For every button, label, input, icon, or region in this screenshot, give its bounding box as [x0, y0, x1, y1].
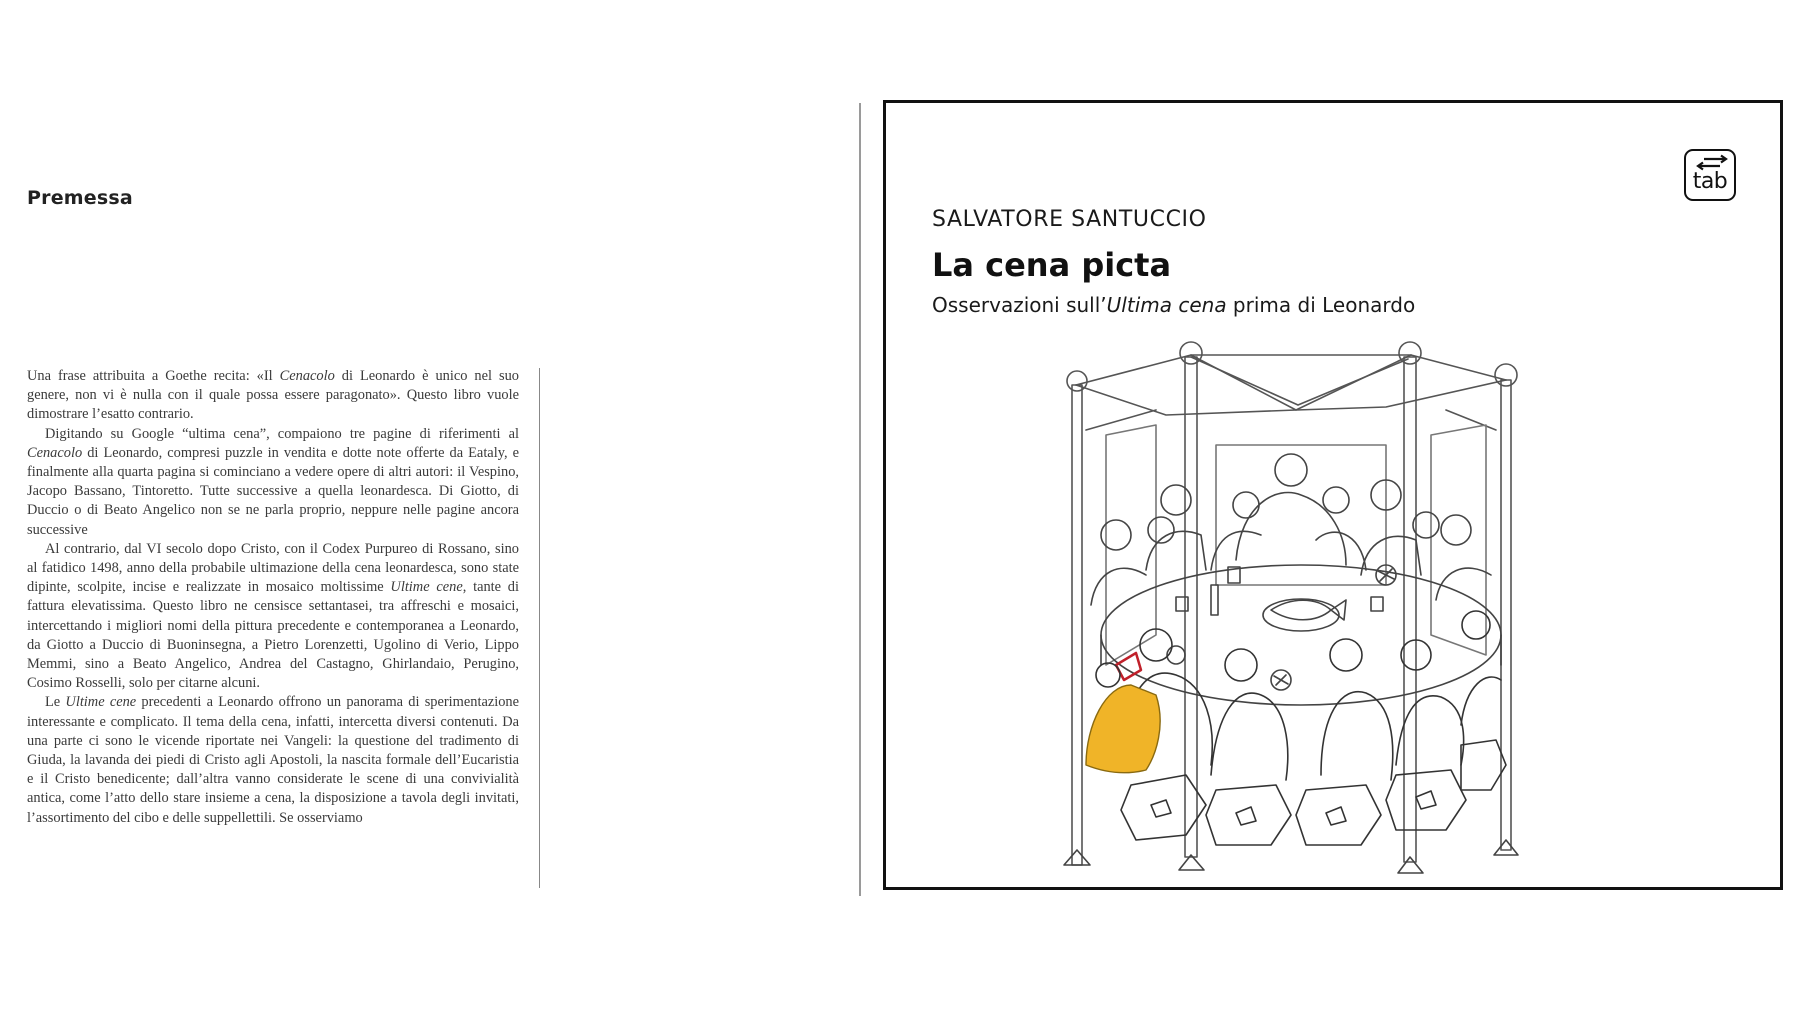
- italic-title-run: Cenacolo: [279, 368, 335, 384]
- text-run: Al contrario, dal VI secolo dopo Cristo, con il Codex Purpureo di Rossano, sino al fatidico 1498, anno della probabile ultimazione della cena leonardesca, sono state dipinte, scolpite, incise e realizzate in mosaico moltissime: [27, 540, 519, 596]
- body-paragraph: [27, 540, 519, 694]
- text-run: Le: [45, 694, 66, 711]
- last-supper-sketch-illustration: [1046, 335, 1606, 885]
- text-run: di Leonardo, compresi puzzle in vendita e dotte note offerte da Eataly, e finalmente alla quarta pagina si cominciano a vedere opere di altri autori: il Vespino, Jacopo Bassano, Tintoretto. Tutte successive a quella leonardesca. Di Giotto, di Duccio o di Beato Angelico non se ne parla proprio, neppure nelle pagine ancora successive: [27, 444, 519, 538]
- cover-author: SALVATORE SANTUCCIO: [932, 207, 1207, 232]
- book-cover: [883, 100, 1783, 890]
- cover-title: La cena picta: [932, 246, 1172, 284]
- italic-title-run: Cenacolo: [27, 444, 83, 461]
- text-margin-rule: [539, 368, 540, 888]
- text-run: , tante di fattura elevatissima. Questo libro ne censisce settantasei, tra affreschi e mosaici, intercettando i migliori nomi della pittura precedente e contemporanea a Leonardo, da Giotto a Duccio di Buoninsegna, a Pietro Lorenzetti, Ugolino di Verio, Lippo Memmi, sino a Beato Angelico, Andrea del Castagno, Ghirlandaio, Perugino, Cosimo Rosselli, solo per citarne alcuni.: [27, 579, 520, 692]
- text-run: Osservazioni sull’: [932, 293, 1107, 317]
- pillar-bases: [1064, 840, 1518, 873]
- judas-figure: [1086, 653, 1160, 773]
- text-run: Digitando su Google “ultima cena”, compaiono tre pagine di riferimenti al: [45, 425, 519, 442]
- cover-subtitle: [932, 293, 1415, 317]
- italic-title-run: Ultima cena: [1106, 293, 1227, 317]
- text-run: precedenti a Leonardo offrono un panorama di sperimentazione interessante e complicato. Il tema della cena, infatti, intercetta diversi contenuti. Da una parte ci sono le vicende riportate nei Vangeli: la questione del tradimento di Giuda, la lavanda dei piedi di Cristo agli Apostoli, la nascita formale dell’Eucaristia e il Cristo benedicente; dall’altra vanno considerate le scene di una convivialità antica, come l’atto dello stare insieme a cena, la disposizione a tavola degli invitati, l’assortimento del cibo e delle suppellettili. Se osserviamo: [27, 694, 520, 826]
- chapter-heading: Premessa: [27, 187, 133, 209]
- back-wall: [1106, 425, 1486, 665]
- body-text: [27, 367, 519, 828]
- page-gutter: [859, 103, 861, 896]
- italic-title-run: Ultime cene: [65, 694, 137, 711]
- stools: [1121, 740, 1506, 845]
- text-run: Una frase attribuita a Goethe recita: «Il: [27, 368, 280, 384]
- text-run: di Leonardo è unico nel suo genere, non vi è nulla con il quale possa essere paragonato». Questo libro vuole dimostrare l’esatto contrario.: [27, 368, 519, 423]
- pillars: [1067, 342, 1517, 865]
- canopy-frame: [1076, 355, 1506, 430]
- publisher-logo: [1684, 149, 1736, 201]
- body-paragraph: [27, 425, 519, 540]
- apostles-front-row: [1121, 611, 1501, 780]
- text-run: prima di Leonardo: [1226, 293, 1416, 317]
- italic-title-run: Ultime cene: [390, 579, 463, 596]
- body-paragraph: [27, 693, 519, 827]
- body-paragraph: [27, 367, 519, 425]
- publisher-logo-text: tab: [1692, 169, 1728, 194]
